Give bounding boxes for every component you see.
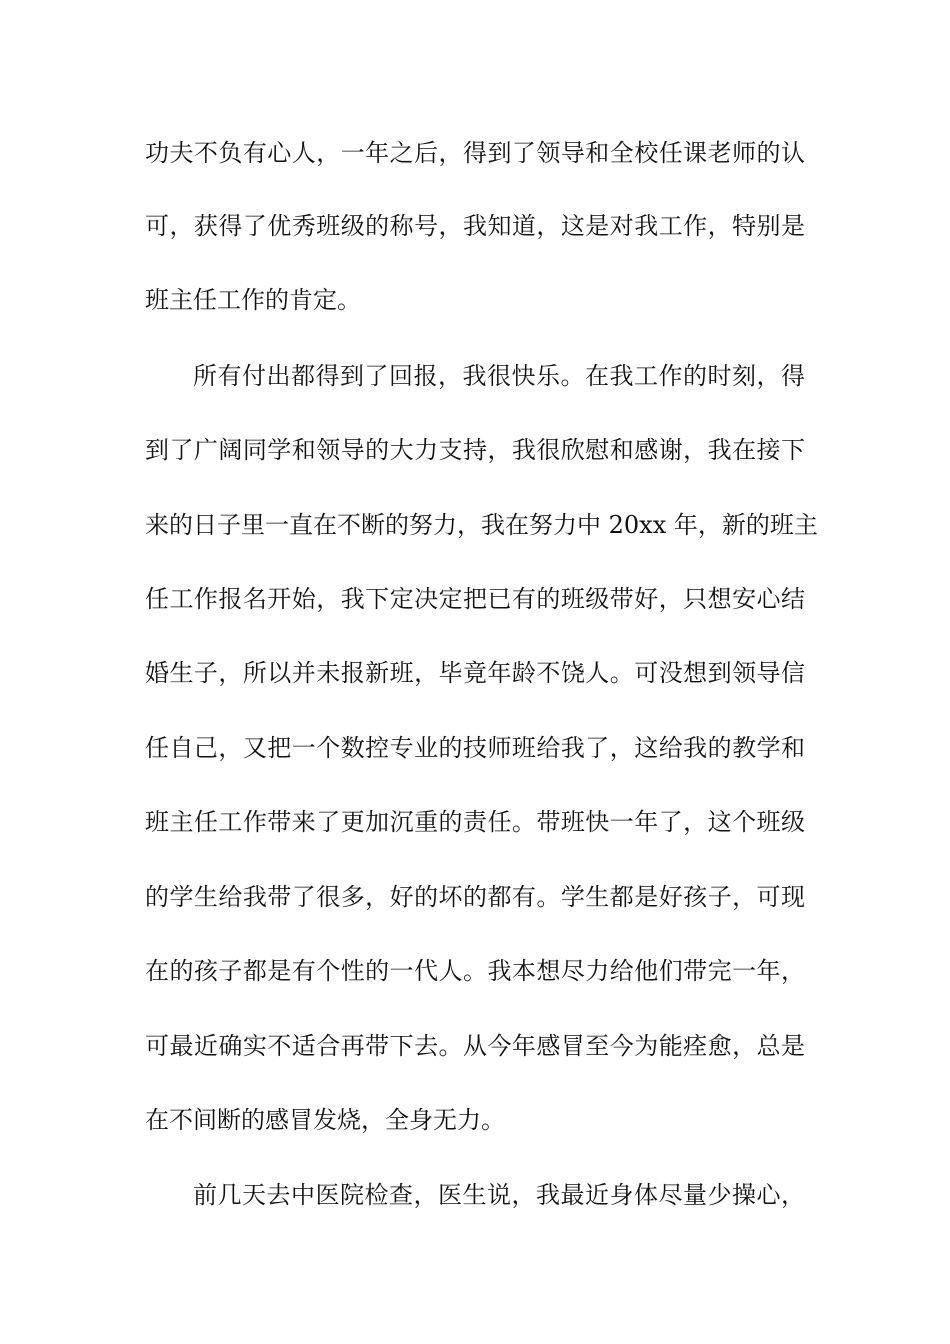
text-line-10: 班主任工作带来了更加沉重的责任。带班快一年了，这个班级	[145, 808, 805, 836]
text-line-6: 来的日子里一直在不断的努力，我在努力中 20xx 年，新的班主	[145, 511, 818, 539]
text-line-2: 可，获得了优秀班级的称号，我知道，这是对我工作，特别是	[145, 212, 805, 240]
text-line-1: 功夫不负有心人，一年之后，得到了领导和全校任课老师的认	[145, 139, 805, 167]
text-line-11: 的学生给我带了很多，好的坏的都有。学生都是好孩子，可现	[145, 883, 805, 911]
text-line-5: 到了广阔同学和领导的大力支持，我很欣慰和感谢，我在接下	[145, 436, 805, 464]
text-line-4: 所有付出都得到了回报，我很快乐。在我工作的时刻，得	[193, 362, 805, 390]
text-line-7: 任工作报名开始，我下定决定把已有的班级带好，只想安心结	[145, 585, 805, 613]
text-line-15: 前几天去中医院检查，医生说，我最近身体尽量少操心，	[193, 1181, 805, 1209]
text-line-13: 可最近确实不适合再带下去。从今年感冒至今为能痊愈，总是	[145, 1032, 805, 1060]
text-line-12: 在的孩子都是有个性的一代人。我本想尽力给他们带完一年，	[145, 957, 805, 985]
text-line-8: 婚生子，所以并未报新班，毕竟年龄不饶人。可没想到领导信	[145, 659, 805, 687]
text-line-14: 在不间断的感冒发烧，全身无力。	[145, 1106, 505, 1134]
text-line-9: 任自己，又把一个数控专业的技师班给我了，这给我的教学和	[145, 734, 805, 762]
text-line-3: 班主任工作的肯定。	[145, 286, 361, 314]
